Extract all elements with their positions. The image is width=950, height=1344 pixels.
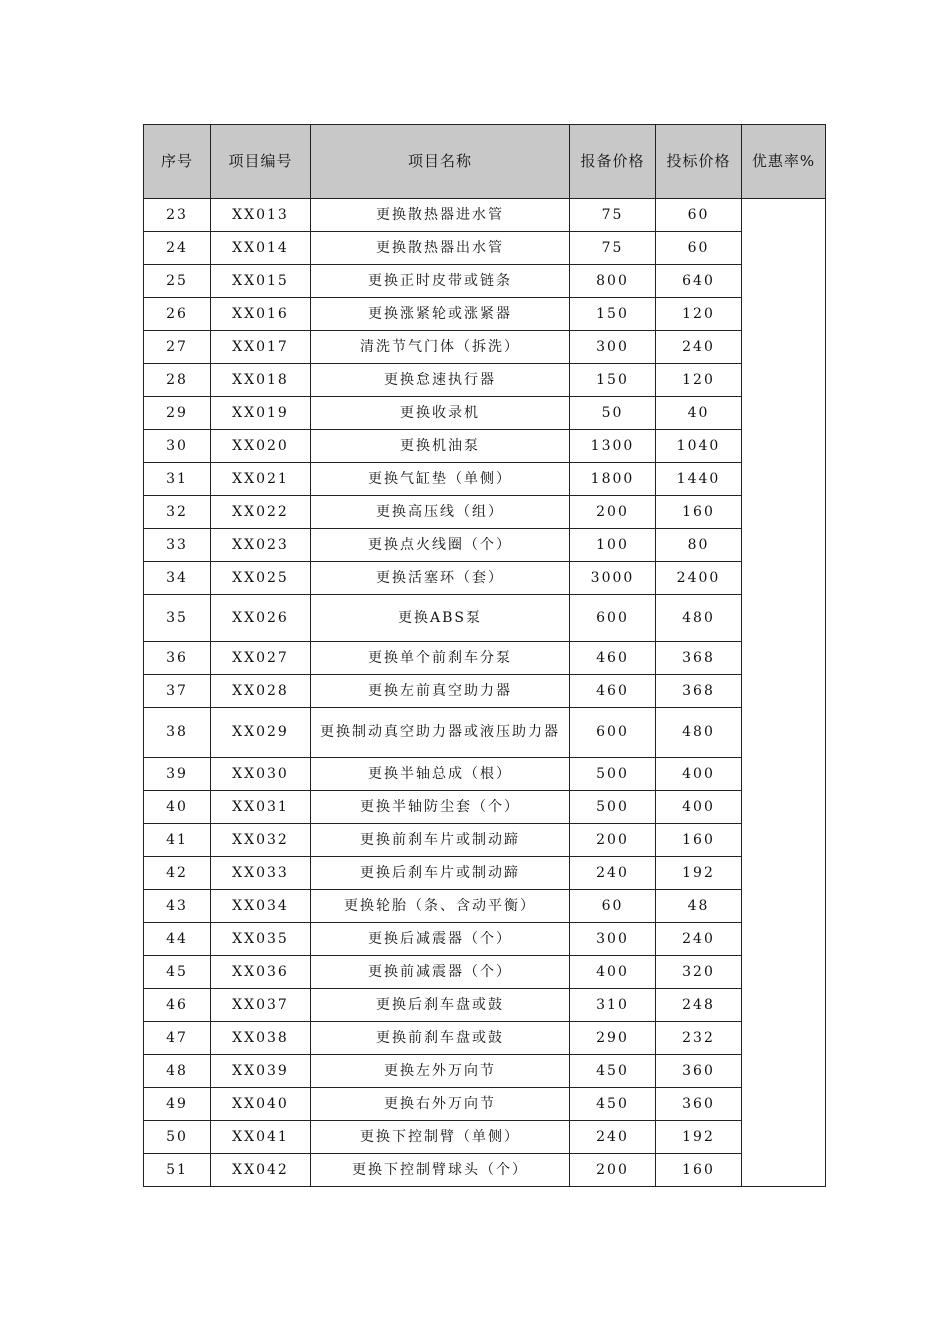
cell-filed-price: 200 (570, 1154, 656, 1187)
cell-code: XX022 (211, 496, 311, 529)
cell-code: XX029 (211, 708, 311, 758)
table-row (144, 232, 826, 265)
cell-bid-price: 368 (656, 675, 742, 708)
cell-code: XX027 (211, 642, 311, 675)
cell-code: XX013 (211, 199, 311, 232)
cell-bid-price: 248 (656, 989, 742, 1022)
cell-seq: 38 (144, 708, 211, 758)
cell-code: XX014 (211, 232, 311, 265)
cell-name: 更换下控制臂（单侧） (311, 1121, 570, 1154)
cell-name: 更换散热器出水管 (311, 232, 570, 265)
cell-code: XX032 (211, 824, 311, 857)
cell-name: 更换收录机 (311, 397, 570, 430)
table-row (144, 989, 826, 1022)
cell-bid-price: 160 (656, 824, 742, 857)
cell-bid-price: 640 (656, 265, 742, 298)
cell-filed-price: 460 (570, 675, 656, 708)
cell-seq: 34 (144, 562, 211, 595)
cell-seq: 24 (144, 232, 211, 265)
cell-code: XX034 (211, 890, 311, 923)
cell-name: 更换半轴防尘套（个） (311, 791, 570, 824)
header-bid-price: 投标价格 (656, 125, 742, 199)
cell-bid-price: 360 (656, 1055, 742, 1088)
header-filed-price: 报备价格 (570, 125, 656, 199)
cell-code: XX038 (211, 1022, 311, 1055)
cell-discount-rate (742, 199, 826, 1187)
cell-name: 更换轮胎（条、含动平衡） (311, 890, 570, 923)
cell-filed-price: 3000 (570, 562, 656, 595)
cell-bid-price: 368 (656, 642, 742, 675)
cell-seq: 33 (144, 529, 211, 562)
table-row (144, 199, 826, 232)
cell-seq: 25 (144, 265, 211, 298)
cell-filed-price: 75 (570, 199, 656, 232)
cell-bid-price: 240 (656, 331, 742, 364)
cell-bid-price: 120 (656, 364, 742, 397)
cell-filed-price: 500 (570, 791, 656, 824)
cell-seq: 47 (144, 1022, 211, 1055)
cell-filed-price: 150 (570, 298, 656, 331)
cell-code: XX016 (211, 298, 311, 331)
cell-code: XX039 (211, 1055, 311, 1088)
cell-seq: 49 (144, 1088, 211, 1121)
cell-filed-price: 200 (570, 824, 656, 857)
cell-bid-price: 192 (656, 1121, 742, 1154)
cell-filed-price: 100 (570, 529, 656, 562)
cell-code: XX025 (211, 562, 311, 595)
cell-seq: 41 (144, 824, 211, 857)
table-row (144, 1154, 826, 1187)
cell-code: XX037 (211, 989, 311, 1022)
cell-code: XX021 (211, 463, 311, 496)
table-row (144, 857, 826, 890)
table-row (144, 397, 826, 430)
cell-seq: 26 (144, 298, 211, 331)
cell-code: XX033 (211, 857, 311, 890)
table-row (144, 791, 826, 824)
table-header-row (144, 125, 826, 199)
cell-seq: 29 (144, 397, 211, 430)
cell-code: XX018 (211, 364, 311, 397)
table-row (144, 595, 826, 642)
cell-code: XX015 (211, 265, 311, 298)
cell-filed-price: 500 (570, 758, 656, 791)
cell-seq: 32 (144, 496, 211, 529)
cell-code: XX035 (211, 923, 311, 956)
cell-code: XX041 (211, 1121, 311, 1154)
cell-code: XX040 (211, 1088, 311, 1121)
cell-name: 更换散热器进水管 (311, 199, 570, 232)
cell-bid-price: 160 (656, 1154, 742, 1187)
cell-seq: 36 (144, 642, 211, 675)
cell-bid-price: 480 (656, 708, 742, 758)
cell-name: 更换左外万向节 (311, 1055, 570, 1088)
cell-name: 更换怠速执行器 (311, 364, 570, 397)
cell-code: XX017 (211, 331, 311, 364)
cell-bid-price: 1440 (656, 463, 742, 496)
cell-bid-price: 400 (656, 791, 742, 824)
table-row (144, 758, 826, 791)
cell-name: 更换后减震器（个） (311, 923, 570, 956)
cell-filed-price: 290 (570, 1022, 656, 1055)
table-row (144, 331, 826, 364)
cell-name: 更换机油泵 (311, 430, 570, 463)
cell-code: XX019 (211, 397, 311, 430)
cell-bid-price: 120 (656, 298, 742, 331)
cell-seq: 31 (144, 463, 211, 496)
cell-code: XX036 (211, 956, 311, 989)
cell-seq: 50 (144, 1121, 211, 1154)
table-row (144, 1055, 826, 1088)
cell-filed-price: 240 (570, 1121, 656, 1154)
table-row (144, 708, 826, 758)
cell-filed-price: 450 (570, 1055, 656, 1088)
table-row (144, 265, 826, 298)
cell-seq: 23 (144, 199, 211, 232)
cell-bid-price: 320 (656, 956, 742, 989)
cell-bid-price: 400 (656, 758, 742, 791)
cell-name: 更换右外万向节 (311, 1088, 570, 1121)
header-seq: 序号 (144, 125, 211, 199)
cell-filed-price: 1800 (570, 463, 656, 496)
table-row (144, 923, 826, 956)
table-row (144, 529, 826, 562)
cell-name: 更换气缸垫（单侧） (311, 463, 570, 496)
table-row (144, 298, 826, 331)
cell-filed-price: 75 (570, 232, 656, 265)
cell-seq: 28 (144, 364, 211, 397)
cell-bid-price: 60 (656, 199, 742, 232)
cell-bid-price: 48 (656, 890, 742, 923)
cell-filed-price: 310 (570, 989, 656, 1022)
cell-filed-price: 150 (570, 364, 656, 397)
table-row (144, 824, 826, 857)
cell-code: XX020 (211, 430, 311, 463)
cell-seq: 42 (144, 857, 211, 890)
cell-seq: 46 (144, 989, 211, 1022)
cell-filed-price: 1300 (570, 430, 656, 463)
table-row (144, 1022, 826, 1055)
table-row (144, 956, 826, 989)
cell-seq: 43 (144, 890, 211, 923)
cell-name: 更换下控制臂球头（个） (311, 1154, 570, 1187)
cell-bid-price: 232 (656, 1022, 742, 1055)
table-row (144, 675, 826, 708)
cell-name: 更换前刹车盘或鼓 (311, 1022, 570, 1055)
cell-bid-price: 40 (656, 397, 742, 430)
cell-bid-price: 80 (656, 529, 742, 562)
header-name: 项目名称 (311, 125, 570, 199)
cell-name: 更换后刹车片或制动蹄 (311, 857, 570, 890)
cell-bid-price: 2400 (656, 562, 742, 595)
cell-filed-price: 240 (570, 857, 656, 890)
cell-name: 更换单个前刹车分泵 (311, 642, 570, 675)
cell-name: 更换高压线（组） (311, 496, 570, 529)
cell-bid-price: 480 (656, 595, 742, 642)
cell-bid-price: 1040 (656, 430, 742, 463)
cell-name: 更换后刹车盘或鼓 (311, 989, 570, 1022)
cell-filed-price: 600 (570, 595, 656, 642)
cell-filed-price: 200 (570, 496, 656, 529)
cell-code: XX031 (211, 791, 311, 824)
table-row (144, 1088, 826, 1121)
cell-bid-price: 60 (656, 232, 742, 265)
table-row (144, 642, 826, 675)
cell-bid-price: 360 (656, 1088, 742, 1121)
cell-name: 清洗节气门体（拆洗） (311, 331, 570, 364)
cell-seq: 35 (144, 595, 211, 642)
table-row (144, 1121, 826, 1154)
cell-name: 更换半轴总成（根） (311, 758, 570, 791)
cell-code: XX026 (211, 595, 311, 642)
cell-seq: 27 (144, 331, 211, 364)
cell-code: XX042 (211, 1154, 311, 1187)
price-table (143, 124, 826, 1187)
cell-name: 更换ABS泵 (311, 595, 570, 642)
cell-filed-price: 460 (570, 642, 656, 675)
cell-code: XX028 (211, 675, 311, 708)
cell-name: 更换点火线圈（个） (311, 529, 570, 562)
cell-seq: 40 (144, 791, 211, 824)
cell-filed-price: 300 (570, 923, 656, 956)
cell-seq: 44 (144, 923, 211, 956)
cell-bid-price: 192 (656, 857, 742, 890)
cell-seq: 39 (144, 758, 211, 791)
cell-code: XX030 (211, 758, 311, 791)
header-discount-rate: 优惠率% (742, 125, 826, 199)
cell-filed-price: 50 (570, 397, 656, 430)
cell-bid-price: 160 (656, 496, 742, 529)
cell-name: 更换制动真空助力器或液压助力器 (311, 708, 570, 758)
cell-name: 更换正时皮带或链条 (311, 265, 570, 298)
header-code: 项目编号 (211, 125, 311, 199)
cell-seq: 37 (144, 675, 211, 708)
cell-name: 更换涨紧轮或涨紧器 (311, 298, 570, 331)
cell-filed-price: 400 (570, 956, 656, 989)
cell-bid-price: 240 (656, 923, 742, 956)
table-body (144, 199, 826, 1187)
cell-name: 更换活塞环（套） (311, 562, 570, 595)
cell-code: XX023 (211, 529, 311, 562)
cell-name: 更换左前真空助力器 (311, 675, 570, 708)
cell-filed-price: 600 (570, 708, 656, 758)
table-row (144, 430, 826, 463)
cell-name: 更换前减震器（个） (311, 956, 570, 989)
cell-seq: 51 (144, 1154, 211, 1187)
table-row (144, 496, 826, 529)
table-row (144, 364, 826, 397)
cell-filed-price: 60 (570, 890, 656, 923)
cell-filed-price: 450 (570, 1088, 656, 1121)
table-row (144, 562, 826, 595)
cell-seq: 45 (144, 956, 211, 989)
table-row (144, 890, 826, 923)
cell-filed-price: 300 (570, 331, 656, 364)
cell-seq: 30 (144, 430, 211, 463)
cell-filed-price: 800 (570, 265, 656, 298)
table-row (144, 463, 826, 496)
cell-name: 更换前刹车片或制动蹄 (311, 824, 570, 857)
cell-seq: 48 (144, 1055, 211, 1088)
